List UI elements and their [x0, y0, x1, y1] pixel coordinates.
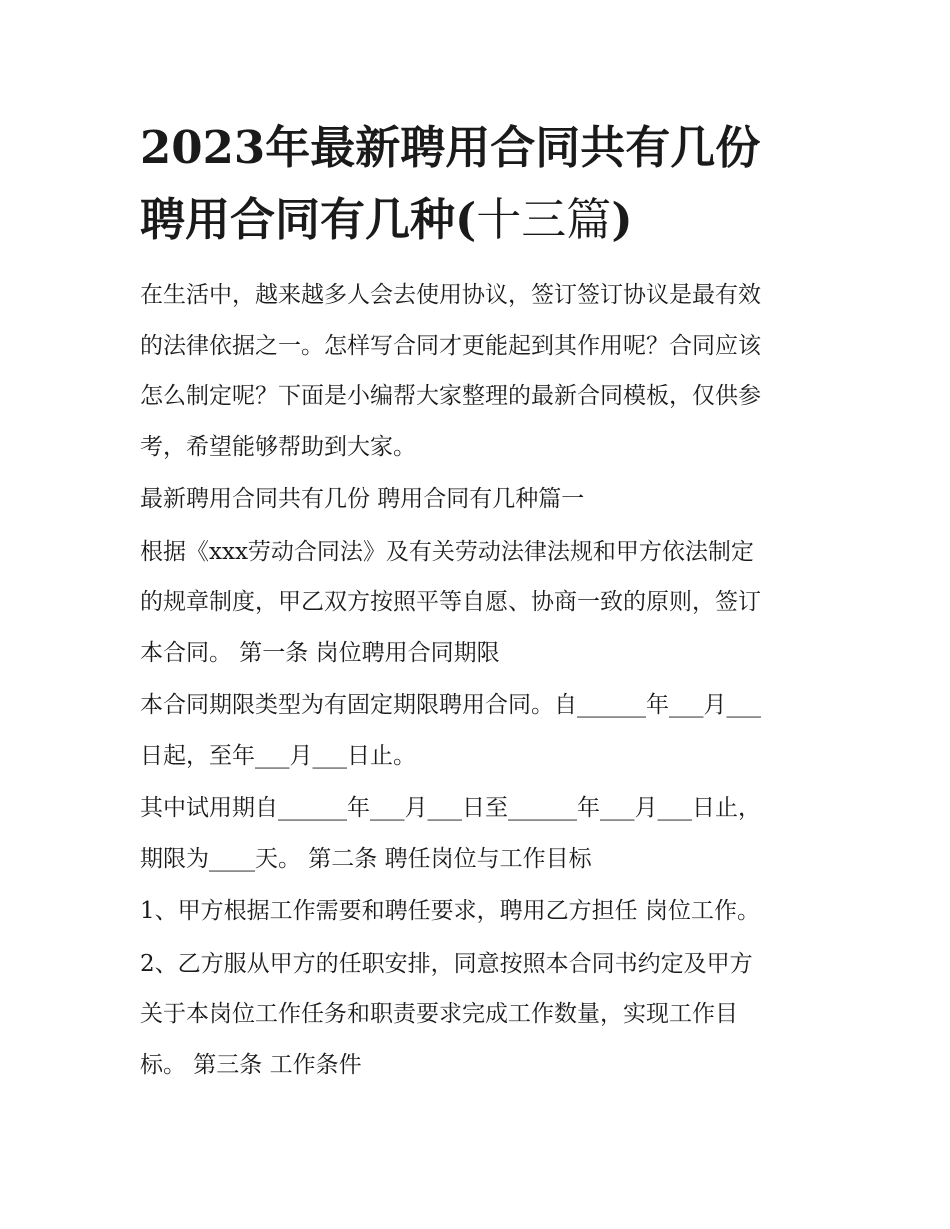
title-line-2-rest: 十三篇	[476, 193, 612, 246]
title-line-2	[140, 184, 815, 256]
paragraph-line: 根据《xxx劳动合同法》及有关劳动法律法规和甲方依法制定	[140, 538, 754, 565]
paragraph-line: 怎么制定呢？下面是小编帮大家整理的最新合同模板，仅供参	[140, 383, 761, 409]
paragraph	[140, 527, 815, 679]
paragraph-line: 2、乙方服从甲方的任职安排，同意按照本合同书约定及甲方	[140, 950, 753, 977]
document-title	[140, 112, 815, 256]
paragraph	[140, 270, 815, 472]
paragraph	[140, 680, 815, 781]
paragraph-line: 本合同。 第一条 岗位聘用合同期限	[140, 639, 500, 666]
paragraph	[140, 939, 815, 1091]
paragraph-line: 本合同期限类型为有固定期限聘用合同。自______年___月___	[140, 692, 761, 718]
paragraph-line: 在生活中，越来越多人会去使用协议，签订签订协议是最有效	[140, 282, 761, 308]
title-line-2-bold: 聘用合同有几种(	[140, 193, 477, 246]
document-body	[140, 270, 815, 1090]
paragraph-line: 1、甲方根据工作需要和聘任要求，聘用乙方担任 岗位工作。	[140, 898, 760, 924]
paragraph	[140, 886, 815, 937]
paragraph-line: 关于本岗位工作任务和职责要求完成工作数量，实现工作目	[140, 1001, 738, 1027]
paragraph	[140, 783, 815, 884]
title-line-1: 2023年最新聘用合同共有几份	[140, 121, 761, 174]
paragraph-line: 期限为____天。 第二条 聘任岗位与工作目标	[140, 845, 592, 872]
paragraph-line: 的法律依据之一。怎样写合同才更能起到其作用呢？合同应该	[140, 332, 761, 359]
paragraph-line: 的规章制度，甲乙双方按照平等自愿、协商一致的原则，签订	[140, 589, 761, 615]
paragraph-line: 其中试用期自______年___月___日至______年___月___日止，	[140, 795, 761, 821]
paragraph-line: 标。 第三条 工作条件	[140, 1051, 362, 1078]
paragraph-line: 日起，至年___月___日止。	[140, 742, 416, 769]
paragraph	[140, 474, 815, 525]
paragraph-line: 最新聘用合同共有几份 聘用合同有几种篇一	[140, 486, 585, 512]
paragraph-line: 考，希望能够帮助到大家。	[140, 433, 416, 460]
document-page	[140, 112, 815, 1092]
title-line-2-end: )	[611, 193, 633, 246]
